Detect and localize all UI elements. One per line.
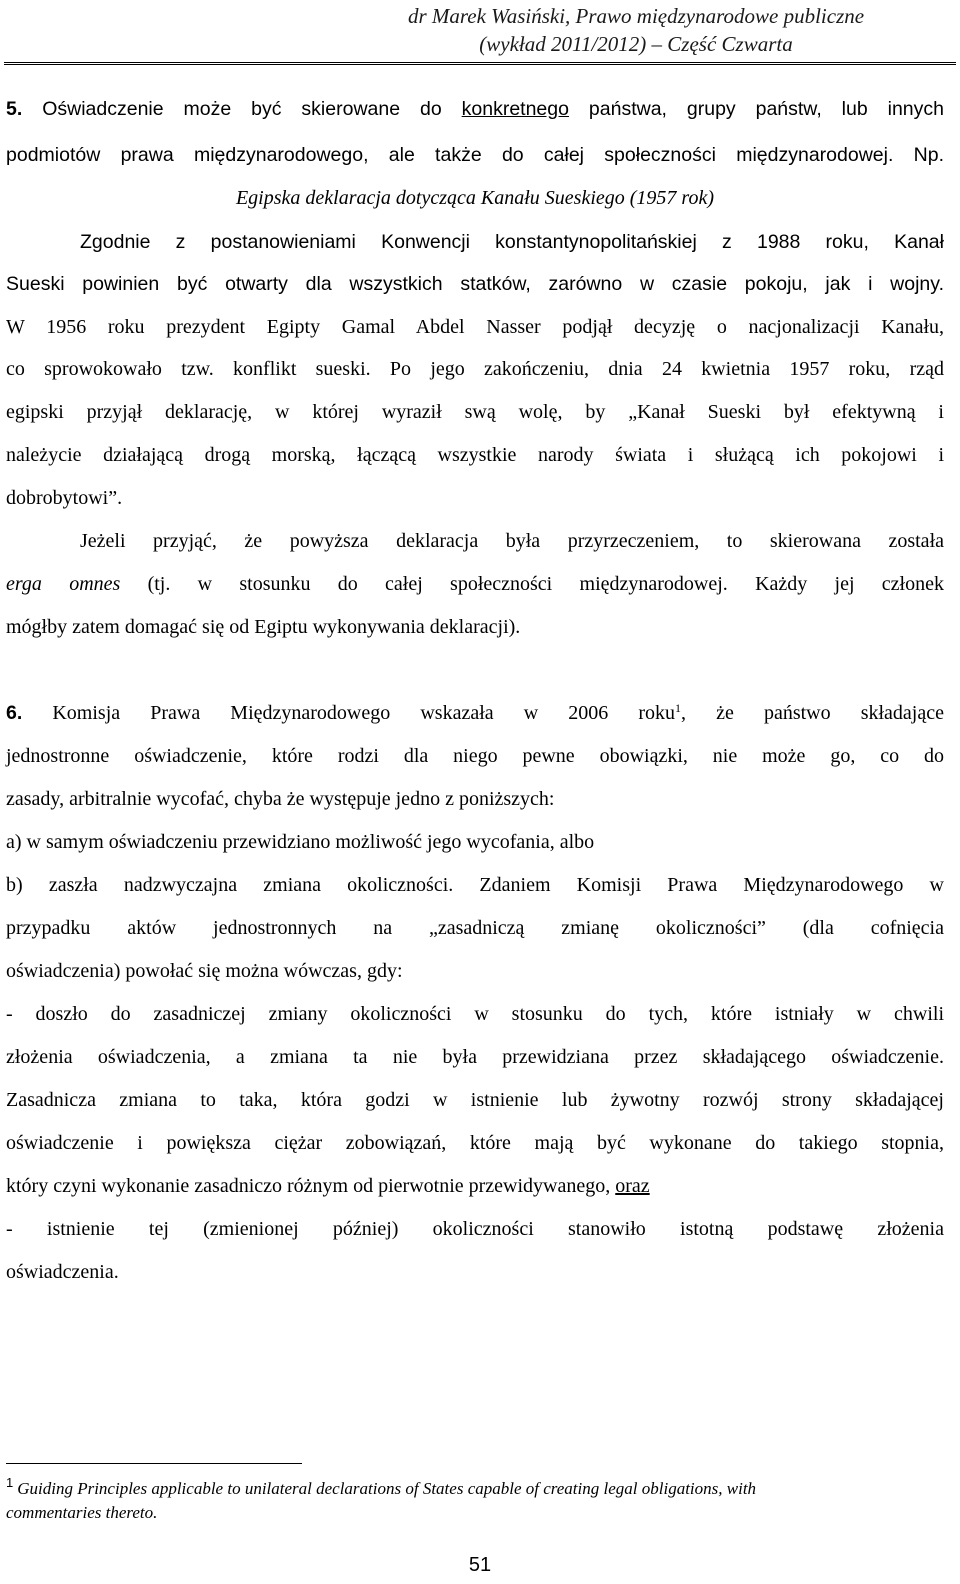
section-6-line-7: oświadczenia) powołać się można wówczas, gdy: <box>6 960 403 982</box>
footnote-reference: 1 <box>675 701 682 715</box>
footnote-number: 1 <box>6 1475 14 1490</box>
footnote-line-2: commentaries thereto. <box>6 1503 158 1522</box>
example-title: Egipska deklaracja dotycząca Kanału Sueskiego (1957 rok) <box>235 187 715 209</box>
example-paragraph-1-line-7: dobrobytowi”. <box>6 487 123 509</box>
section-6-line-2: jednostronne oświadczenie, które rodzi dla niego pewne obowiązki, nie może go, co do <box>6 745 944 767</box>
section-5-line-1: 5. Oświadczenie może być skierowane do konkretnego państwa, grupy państw, lub innych <box>6 98 944 120</box>
header-line-1: dr Marek Wasiński, Prawo międzynarodowe publiczne <box>407 4 865 28</box>
example-paragraph-1-line-1: Zgodnie z postanowieniami Konwencji konstantynopolitańskiej z 1988 roku, Kanał <box>80 231 944 253</box>
section-6-line-8: - doszło do zasadniczej zmiany okoliczności w stosunku do tych, które istniały w chwili <box>6 1003 944 1025</box>
header-rule <box>4 62 956 65</box>
section-6-line-10: Zasadnicza zmiana to taka, która godzi w istnienie lub żywotny rozwój strony składającej <box>6 1089 944 1111</box>
section-6-line-13: - istnienie tej (zmienionej później) okoliczności stanowiło istotną podstawę złożenia <box>6 1218 944 1240</box>
section-5-number: 5. <box>6 98 23 120</box>
example-paragraph-1-line-2: Sueski powinien być otwarty dla wszystkich statków, zarówno w czasie pokoju, jak i wojny. <box>6 273 944 295</box>
footnote-line-1: $^1$ Guiding Principles applicable to unilateral declarations of States capable of creating legal obligations, with <box>6 1475 757 1498</box>
underlined-word: konkretnego <box>461 98 569 120</box>
page-number: 51 <box>468 1554 492 1576</box>
example-paragraph-1-line-5: egipski przyjął deklarację, w której wyraził swą wolę, by „Kanał Sueski był efektywną i <box>6 401 944 423</box>
running-header <box>336 2 936 58</box>
example-paragraph-1-line-4: co sprowokowało tzw. konflikt sueski. Po jego zakończeniu, dnia 24 kwietnia 1957 roku, rząd <box>6 358 944 380</box>
footnote-rule <box>6 1463 302 1464</box>
section-6-line-9: złożenia oświadczenia, a zmiana ta nie była przewidziana przez składającego oświadczenie. <box>6 1046 944 1068</box>
example-paragraph-1-line-3: W 1956 roku prezydent Egipty Gamal Abdel Nasser podjął decyzję o nacjonalizacji Kanału, <box>6 316 944 338</box>
section-6-line-12: który czyni wykonanie zasadniczo różnym od pierwotnie przewidywanego, oraz <box>6 1175 650 1197</box>
example-paragraph-2-line-3: mógłby zatem domagać się od Egiptu wykonywania deklaracji). <box>6 616 521 638</box>
example-paragraph-2-line-1: Jeżeli przyjąć, że powyższa deklaracja była przyrzeczeniem, to skierowana została <box>80 530 944 552</box>
section-6-number: 6. <box>6 702 23 724</box>
section-6-line-5: b) zaszła nadzwyczajna zmiana okoliczności. Zdaniem Komisji Prawa Międzynarodowego w <box>6 874 944 896</box>
section-6-line-4: a) w samym oświadczeniu przewidziano możliwość jego wycofania, albo <box>6 831 595 853</box>
underlined-word: oraz <box>615 1175 650 1197</box>
section-5-line-2: podmiotów prawa międzynarodowego, ale także do całej społeczności międzynarodowej. Np. <box>6 144 944 166</box>
example-paragraph-2-line-2: erga omnes (tj. w stosunku do całej społeczności międzynarodowej. Każdy jej członek <box>6 573 944 595</box>
section-6-line-6: przypadku aktów jednostronnych na „zasadniczą zmianę okoliczności” (dla cofnięcia <box>6 917 944 939</box>
example-paragraph-1-line-6: należycie działającą drogą morską, łączącą wszystkie narody świata i służącą ich pokojowi i <box>6 444 944 466</box>
section-6-line-3: zasady, arbitralnie wycofać, chyba że występuje jedno z poniższych: <box>6 788 555 810</box>
section-6-line-1: 6. Komisja Prawa Międzynarodowego wskazała w 2006 roku$^1$, że państwo składające <box>6 701 944 724</box>
section-6-line-11: oświadczenie i powiększa ciężar zobowiązań, które mają być wykonane do takiego stopnia, <box>6 1132 944 1154</box>
section-6-line-14: oświadczenia. <box>6 1261 119 1283</box>
header-line-2: (wykład 2011/2012) – Część Czwarta <box>479 32 793 56</box>
erga-omnes: erga omnes <box>6 573 121 595</box>
